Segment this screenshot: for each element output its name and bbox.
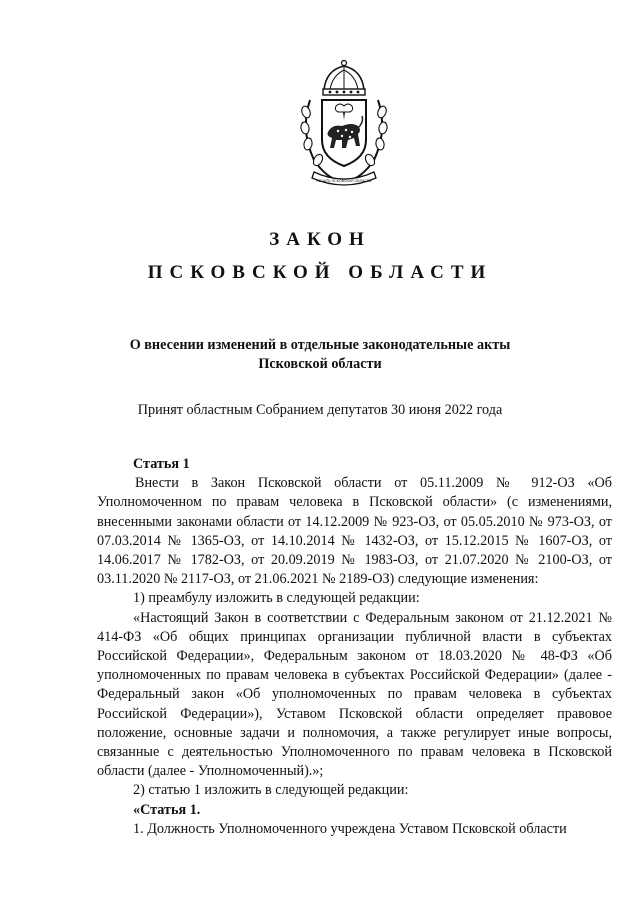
paragraph-intro: Внести в Закон Псковской области от 05.11.2009 № 912-ОЗ «Об Уполномоченном по правам человека в Псковской области» (с изменениями, внесенными законами области от 14.12.2009 № 923-ОЗ, от 05.05.2010 № 973-ОЗ, от 07.03.2014 № 1365-ОЗ, от 14.10.2014 № 1432-ОЗ, от 15.12.2015 № 1607-ОЗ, от 14.06.2017 № 1782-ОЗ, от 20.09.2019 № 1983-ОЗ, от 21.07.2020 № 2100-ОЗ, от 03.11.2020 № 2117-ОЗ, от 21.06.2021 № 2189-ОЗ) следующие изменения: <box>97 475 612 588</box>
paragraph-last: 1. Должность Уполномоченного учреждена Уставом Псковской области <box>133 820 567 837</box>
quoted-article-heading: «Статья 1. <box>133 801 201 818</box>
article-heading: Статья 1 <box>133 456 190 472</box>
document-region: ПСКОВСКОЙ ОБЛАСТИ <box>147 262 493 283</box>
document-subject: О внесении изменений в отдельные законодательные акты Псковской области <box>129 337 511 372</box>
svg-text:ПЕЧАТЬ ПСКОВСКАЯ ОБЛАСТЬ: ПЕЧАТЬ ПСКОВСКАЯ ОБЛАСТЬ <box>316 179 372 183</box>
paragraph-preamble: «Настоящий Закон в соответствии с Федеральным законом от 21.12.2021 № 414-ФЗ «Об общих принципах организации публичной власти в субъектах Российской Федерации», Федеральным законом от 18.03.2020 № 48-ФЗ «Об уполномоченных по правам человека в субъектах Российской Федерации» (далее - Федеральный закон «Об уполномоченных по правам человека в субъектах Российской Федерации»), Уставом Псковской области определяет правовое положение, основные задачи и полномочия, а также регулирует иные вопросы, связанные с деятельностью Уполномоченного по правам человека в Псковской области (далее - Уполномоченный).»; <box>97 609 612 780</box>
paragraph-item-1: 1) преамбулу изложить в следующей редакции: <box>133 590 420 607</box>
adoption-line: Принят областным Собранием депутатов 30 июня 2022 года <box>137 402 503 418</box>
pskov-coat-of-arms-icon <box>296 60 392 190</box>
document-title: ЗАКОН <box>269 229 371 250</box>
paragraph-item-2: 2) статью 1 изложить в следующей редакции: <box>133 782 409 799</box>
document-body <box>97 455 612 839</box>
